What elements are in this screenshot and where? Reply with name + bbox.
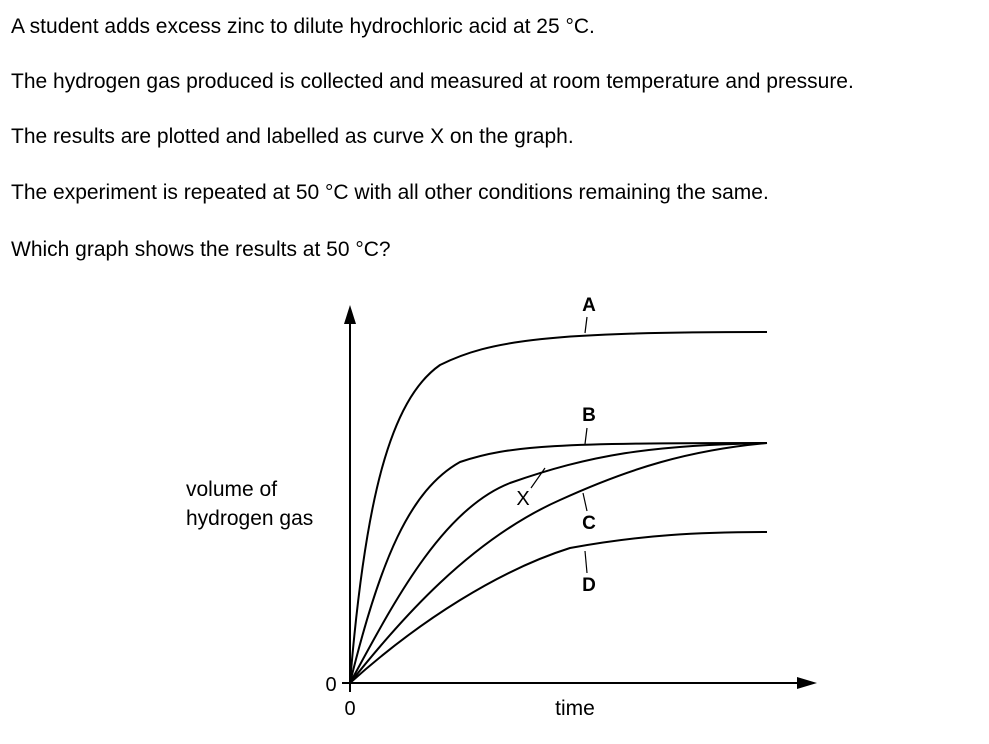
curve-x (350, 443, 767, 683)
question-line-2: The hydrogen gas produced is collected and measured at room temperature and pressure. (11, 70, 854, 93)
question-line-1: A student adds excess zinc to dilute hydrochloric acid at 25 °C. (11, 15, 595, 38)
x-origin-label: 0 (344, 698, 356, 720)
leader-b (585, 428, 587, 444)
y-axis-label-line-2: hydrogen gas (186, 507, 314, 530)
question-line-5: Which graph shows the results at 50 °C? (11, 238, 391, 261)
question-line-4: The experiment is repeated at 50 °C with all other conditions remaining the same. (11, 181, 769, 204)
leader-a (585, 317, 587, 333)
x-axis-label: time (555, 697, 595, 720)
label-b: B (582, 405, 596, 426)
curve-c (350, 443, 767, 683)
y-axis-arrowhead (344, 305, 356, 324)
leader-x (531, 468, 545, 488)
curve-b (350, 443, 767, 683)
label-d: D (582, 575, 596, 596)
label-c: C (582, 513, 596, 534)
label-x: X (516, 488, 530, 510)
curve-d (350, 532, 767, 683)
label-a: A (582, 295, 596, 316)
leader-d (585, 551, 587, 573)
leader-c (583, 493, 587, 511)
y-axis-label-line-1: volume of (186, 478, 278, 501)
curve-a (350, 332, 767, 683)
question-line-3: The results are plotted and labelled as curve X on the graph. (11, 125, 574, 148)
x-axis-arrowhead (797, 677, 817, 689)
y-origin-label: 0 (325, 674, 337, 696)
